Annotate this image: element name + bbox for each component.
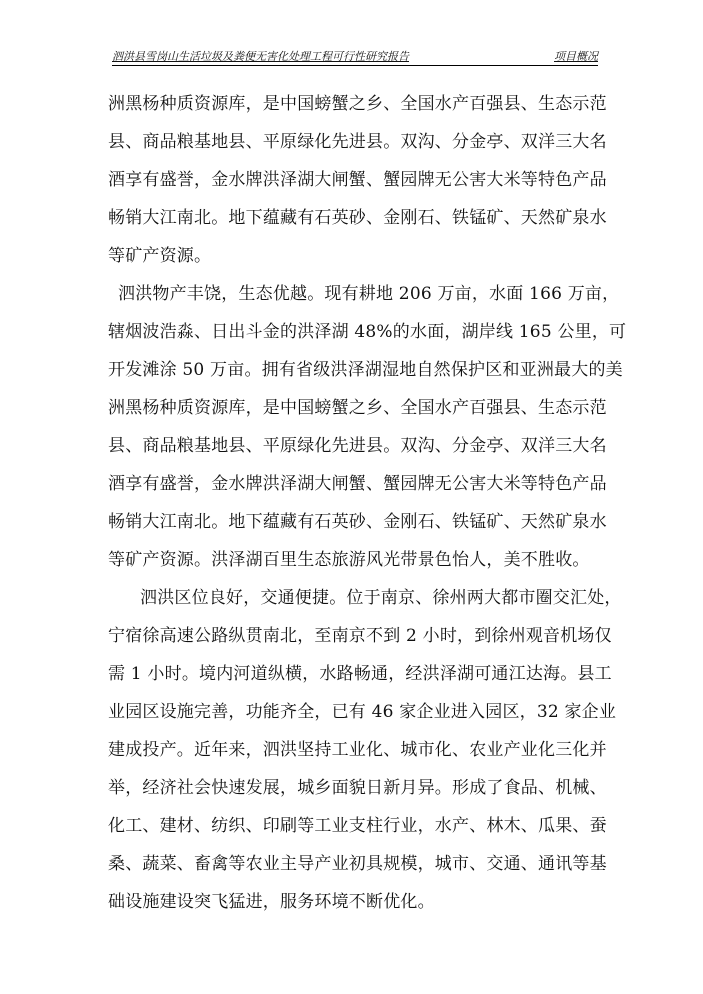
text-line: 础设施建设突飞猛进，服务环境不断优化。 (108, 892, 435, 912)
section-title: 项目概况 (554, 50, 598, 63)
text-line: 举，经济社会快速发展，城乡面貌日新月异。形成了食品、机械、 (108, 778, 607, 798)
text-line: 酒享有盛誉，金水牌洪泽湖大闸蟹、蟹园牌无公害大米等特色产品 (108, 170, 607, 190)
text-line: 桑、蔬菜、畜禽等农业主导产业初具规模，城市、交通、通讯等基 (108, 854, 607, 874)
text-line: 辖烟波浩淼、日出斗金的洪泽湖 48%的水面，湖岸线 165 公里，可 (108, 322, 627, 342)
text-line: 等矿产资源。洪泽湖百里生态旅游风光带景色怡人，美不胜收。 (108, 550, 590, 570)
text-line: 洲黑杨种质资源库，是中国螃蟹之乡、全国水产百强县、生态示范 (108, 94, 607, 114)
paragraph-first-line: 泗洪区位良好，交通便捷。位于南京、徐州两大都市圈交汇处， (140, 588, 622, 608)
text-line: 畅销大江南北。地下蕴藏有石英砂、金刚石、铁锰矿、天然矿泉水 (108, 208, 607, 228)
text-line: 酒享有盛誉，金水牌洪泽湖大闸蟹、蟹园牌无公害大米等特色产品 (108, 474, 607, 494)
text-line: 化工、建材、纺织、印刷等工业支柱行业，水产、林木、瓜果、蚕 (108, 816, 607, 836)
text-line: 县、商品粮基地县、平原绿化先进县。双沟、分金亭、双洋三大名 (108, 132, 607, 152)
report-title: 泗洪县雪岗山生活垃圾及粪便无害化处理工程可行性研究报告 (112, 50, 409, 63)
text-line: 开发滩涂 50 万亩。拥有省级洪泽湖湿地自然保护区和亚洲最大的美 (108, 360, 623, 380)
text-line: 需 1 小时。境内河道纵横，水路畅通，经洪泽湖可通江达海。县工 (108, 664, 612, 684)
text-line: 洲黑杨种质资源库，是中国螃蟹之乡、全国水产百强县、生态示范 (108, 398, 607, 418)
text-line: 等矿产资源。 (108, 246, 212, 266)
text-line: 宁宿徐高速公路纵贯南北，至南京不到 2 小时，到徐州观音机场仅 (108, 626, 612, 646)
text-line: 建成投产。近年来，泗洪坚持工业化、城市化、农业产业化三化并 (108, 740, 607, 760)
text-line: 业园区设施完善，功能齐全，已有 46 家企业进入园区，32 家企业 (108, 702, 617, 722)
text-line: 畅销大江南北。地下蕴藏有石英砂、金刚石、铁锰矿、天然矿泉水 (108, 512, 607, 532)
text-line: 县、商品粮基地县、平原绿化先进县。双沟、分金亭、双洋三大名 (108, 436, 607, 456)
paragraph-first-line: 泗洪物产丰饶，生态优越。现有耕地 206 万亩，水面 166 万亩， (118, 284, 620, 304)
page-header (112, 50, 598, 66)
